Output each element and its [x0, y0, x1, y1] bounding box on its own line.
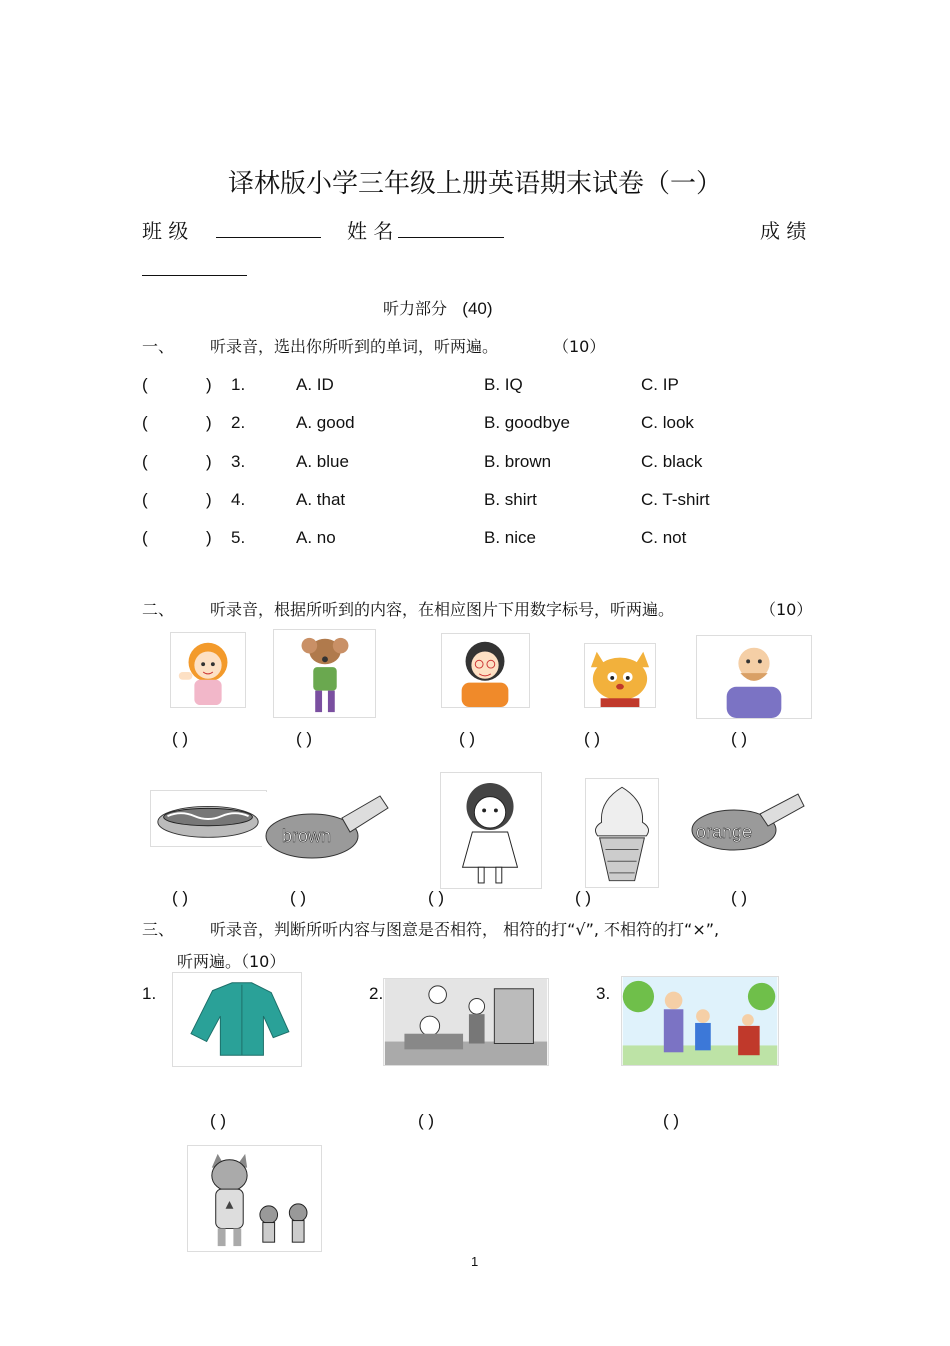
option-a: A. that [296, 490, 346, 509]
option-b: B. brown [484, 452, 552, 471]
section3-instruction-2: 听两遍。（10） [177, 952, 286, 971]
name-label: 姓 名 [347, 219, 394, 243]
listening-heading: 听力部分 (40) [383, 299, 493, 318]
question-number: 1. [231, 375, 246, 394]
hotdog-picture [150, 790, 267, 847]
woman-picture [441, 633, 530, 708]
answer-blank[interactable]: ( ) [584, 729, 601, 748]
question-blank[interactable]: ( [142, 528, 148, 547]
answer-blank[interactable]: ( ) [172, 888, 189, 907]
section1-points: （10） [553, 337, 606, 356]
brown-paint-picture [262, 792, 390, 863]
question-number: 4. [231, 490, 246, 509]
option-c: C. look [641, 413, 694, 432]
orange-paint-picture [690, 790, 806, 856]
page-title: 译林版小学三年级上册英语期末试卷（一） [227, 169, 722, 199]
jacket-picture [172, 972, 302, 1067]
page-number: 1 [471, 1254, 479, 1269]
option-b: B. IQ [484, 375, 523, 394]
question-blank[interactable]: ( [142, 452, 148, 471]
section2-number: 二、 [142, 600, 175, 619]
class-field[interactable] [216, 218, 321, 238]
section3-instruction: 听录音，判断所听内容与图意是否相符， 相符的打“√”, 不相符的打“×”, [210, 920, 720, 939]
answer-blank[interactable]: ( ) [418, 1111, 435, 1130]
answer-blank[interactable]: ( ) [731, 888, 748, 907]
score-field[interactable] [142, 256, 247, 276]
option-c: C. IP [641, 375, 679, 394]
answer-blank[interactable]: ( ) [210, 1111, 227, 1130]
doll-picture [440, 772, 542, 889]
question-number: 3. [231, 452, 246, 471]
option-c: C. T-shirt [641, 490, 710, 509]
class-label: 班 级 [142, 219, 189, 243]
mouse-picture [273, 629, 376, 718]
option-a: A. no [296, 528, 336, 547]
orange-label: orange [696, 822, 753, 842]
question-blank[interactable]: ( [142, 413, 148, 432]
answer-blank[interactable]: ( ) [172, 729, 189, 748]
question-blank-close: ) [206, 375, 212, 394]
question-blank-close: ) [206, 413, 212, 432]
answer-blank[interactable]: ( ) [290, 888, 307, 907]
option-c: C. not [641, 528, 687, 547]
option-b: B. goodbye [484, 413, 571, 432]
score-label: 成 绩 [760, 219, 807, 243]
brown-label: brown [282, 826, 332, 846]
section1-instruction: 听录音，选出你所听到的单词，听两遍。 [210, 337, 499, 356]
option-a: A. blue [296, 452, 349, 471]
answer-blank[interactable]: ( ) [575, 888, 592, 907]
section1-number: 一、 [142, 337, 175, 356]
section2-points: （10） [760, 600, 813, 619]
answer-blank[interactable]: ( ) [731, 729, 748, 748]
answer-blank[interactable]: ( ) [428, 888, 445, 907]
cat-picture [584, 643, 656, 708]
question-blank[interactable]: ( [142, 490, 148, 509]
icecream-picture [585, 778, 659, 888]
question-number: 2. [231, 413, 246, 432]
girl-picture [170, 632, 246, 708]
option-b: B. shirt [484, 490, 537, 509]
option-a: A. good [296, 413, 355, 432]
answer-blank[interactable]: ( ) [459, 729, 476, 748]
question-number: 5. [231, 528, 246, 547]
question-blank-close: ) [206, 528, 212, 547]
section2-instruction: 听录音，根据所听到的内容，在相应图片下用数字标号，听两遍。 [210, 600, 675, 619]
option-a: A. ID [296, 375, 334, 394]
option-b: B. nice [484, 528, 536, 547]
old-man-picture [696, 635, 812, 719]
item-number: 2. [369, 984, 384, 1003]
classroom-picture [383, 978, 549, 1066]
answer-blank[interactable]: ( ) [663, 1111, 680, 1130]
item-number: 3. [596, 984, 611, 1003]
answer-blank[interactable]: ( ) [296, 729, 313, 748]
question-blank[interactable]: ( [142, 375, 148, 394]
name-field[interactable] [398, 218, 504, 238]
option-c: C. black [641, 452, 703, 471]
question-blank-close: ) [206, 490, 212, 509]
question-blank-close: ) [206, 452, 212, 471]
section3-number: 三、 [142, 920, 175, 939]
family-picture [621, 976, 779, 1066]
item-number: 1. [142, 984, 157, 1003]
cat-and-mice-picture [187, 1145, 322, 1252]
